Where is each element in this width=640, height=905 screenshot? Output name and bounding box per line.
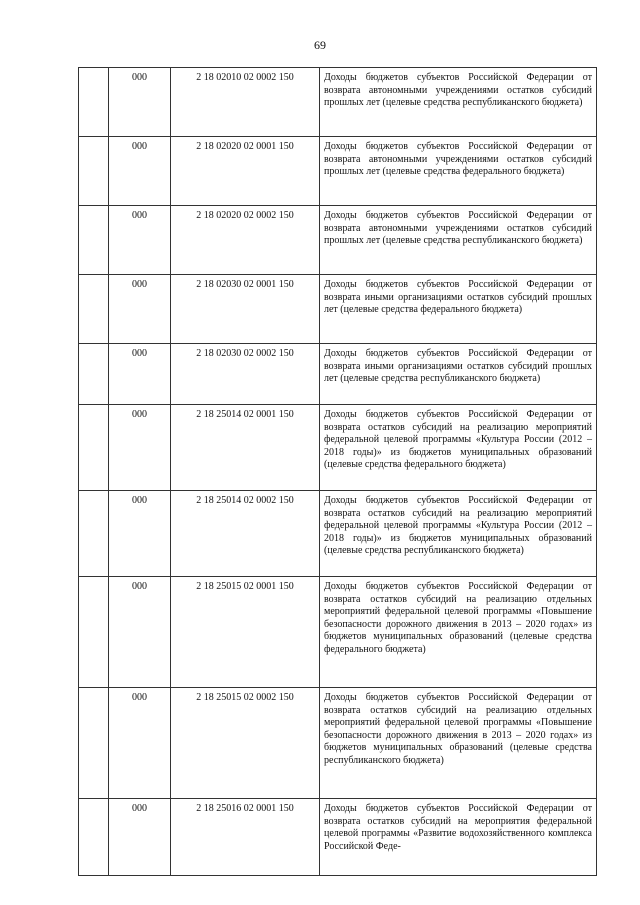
table-row bbox=[79, 68, 597, 137]
admin-code-cell: 000 bbox=[109, 491, 171, 577]
table-row bbox=[79, 405, 597, 491]
income-name-cell: Доходы бюджетов субъектов Российской Федерации от возврата иными организациями остатков субсидий прошлых лет (целевые средства республиканского бюджета) bbox=[320, 344, 597, 405]
empty-cell bbox=[79, 206, 109, 275]
budget-code-cell: 2 18 25015 02 0002 150 bbox=[171, 688, 320, 799]
empty-cell bbox=[79, 137, 109, 206]
table-row bbox=[79, 137, 597, 206]
budget-code-cell: 2 18 25016 02 0001 150 bbox=[171, 799, 320, 876]
income-name-cell: Доходы бюджетов субъектов Российской Федерации от возврата остатков субсидий на реализацию отдельных мероприятий федеральной целевой программы «Повышение безопасности дорожного движения в 2013 – 2020 годах» из бюджетов муниципальных образований (целевые средства федерального бюджета) bbox=[320, 577, 597, 688]
budget-code-cell: 2 18 02020 02 0001 150 bbox=[171, 137, 320, 206]
empty-cell bbox=[79, 344, 109, 405]
empty-cell bbox=[79, 577, 109, 688]
empty-cell bbox=[79, 491, 109, 577]
admin-code-cell: 000 bbox=[109, 137, 171, 206]
budget-code-cell: 2 18 02030 02 0001 150 bbox=[171, 275, 320, 344]
budget-code-cell: 2 18 25015 02 0001 150 bbox=[171, 577, 320, 688]
budget-code-cell: 2 18 02030 02 0002 150 bbox=[171, 344, 320, 405]
page-number: 69 bbox=[314, 38, 326, 52]
income-name-cell: Доходы бюджетов субъектов Российской Федерации от возврата остатков субсидий на реализацию мероприятий федеральной целевой программы «Культура России (2012 – 2018 годы)» из бюджетов муниципальных образований (целевые средства федерального бюджета) bbox=[320, 405, 597, 491]
table-row bbox=[79, 491, 597, 577]
admin-code-cell: 000 bbox=[109, 206, 171, 275]
income-name-cell: Доходы бюджетов субъектов Российской Федерации от возврата остатков субсидий на мероприятия федеральной целевой программы «Развитие водохозяйственного комплекса Российской Феде- bbox=[320, 799, 597, 876]
table-row bbox=[79, 206, 597, 275]
table-row bbox=[79, 688, 597, 799]
table-row bbox=[79, 577, 597, 688]
admin-code-cell: 000 bbox=[109, 577, 171, 688]
budget-code-cell: 2 18 02020 02 0002 150 bbox=[171, 206, 320, 275]
empty-cell bbox=[79, 799, 109, 876]
income-name-cell: Доходы бюджетов субъектов Российской Федерации от возврата остатков субсидий на реализацию отдельных мероприятий федеральной целевой программы «Повышение безопасности дорожного движения в 2013 – 2020 годах» из бюджетов муниципальных образований (целевые средства республиканского бюджета) bbox=[320, 688, 597, 799]
admin-code-cell: 000 bbox=[109, 344, 171, 405]
budget-code-cell: 2 18 25014 02 0002 150 bbox=[171, 491, 320, 577]
empty-cell bbox=[79, 405, 109, 491]
budget-code-cell: 2 18 25014 02 0001 150 bbox=[171, 405, 320, 491]
admin-code-cell: 000 bbox=[109, 688, 171, 799]
table-row bbox=[79, 344, 597, 405]
budget-code-cell: 2 18 02010 02 0002 150 bbox=[171, 68, 320, 137]
admin-code-cell: 000 bbox=[109, 68, 171, 137]
empty-cell bbox=[79, 688, 109, 799]
admin-code-cell: 000 bbox=[109, 275, 171, 344]
income-name-cell: Доходы бюджетов субъектов Российской Федерации от возврата иными организациями остатков субсидий прошлых лет (целевые средства федерального бюджета) bbox=[320, 275, 597, 344]
table-row bbox=[79, 799, 597, 876]
income-name-cell: Доходы бюджетов субъектов Российской Федерации от возврата остатков субсидий на реализацию мероприятий федеральной целевой программы «Культура России (2012 – 2018 годы)» из бюджетов муниципальных образований (целевые средства республиканского бюджета) bbox=[320, 491, 597, 577]
admin-code-cell: 000 bbox=[109, 405, 171, 491]
income-name-cell: Доходы бюджетов субъектов Российской Федерации от возврата автономными учреждениями остатков субсидий прошлых лет (целевые средства республиканского бюджета) bbox=[320, 206, 597, 275]
table-row bbox=[79, 275, 597, 344]
admin-code-cell: 000 bbox=[109, 799, 171, 876]
income-name-cell: Доходы бюджетов субъектов Российской Федерации от возврата автономными учреждениями остатков субсидий прошлых лет (целевые средства федерального бюджета) bbox=[320, 137, 597, 206]
income-name-cell: Доходы бюджетов субъектов Российской Федерации от возврата автономными учреждениями остатков субсидий прошлых лет (целевые средства республиканского бюджета) bbox=[320, 68, 597, 137]
empty-cell bbox=[79, 68, 109, 137]
empty-cell bbox=[79, 275, 109, 344]
budget-classification-table bbox=[78, 67, 597, 876]
